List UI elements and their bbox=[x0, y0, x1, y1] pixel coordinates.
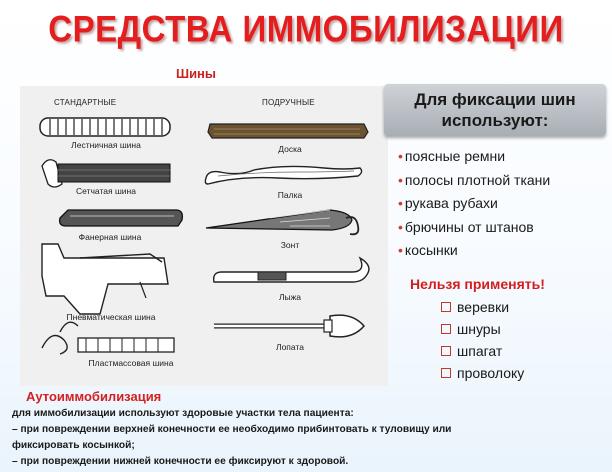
list-item: • полосы плотной ткани bbox=[398, 171, 551, 188]
forbidden-list bbox=[441, 296, 524, 384]
list-item: • рукава рубахи bbox=[398, 195, 498, 211]
shovel-drawing bbox=[214, 315, 364, 337]
list-item: шнуры bbox=[441, 318, 524, 340]
pneumatic-splint-label: Пневматическая шина bbox=[66, 312, 156, 322]
mesh-splint-drawing bbox=[42, 160, 170, 187]
splints-illustration bbox=[20, 86, 388, 386]
ski-label: Лыжа bbox=[278, 292, 302, 302]
list-item: • поясные ремни bbox=[398, 148, 506, 164]
slide-title: СРЕДСТВА ИММОБИЛИЗАЦИИ bbox=[48, 7, 564, 50]
text-line: – при повреждении верхней конечности ее необходимо прибинтовать к туловищу или bbox=[12, 424, 452, 435]
autoimmobilization-title: Аутоиммобилизация bbox=[26, 389, 162, 404]
bullet-icon: • bbox=[398, 171, 403, 188]
shovel-label: Лопата bbox=[276, 342, 304, 352]
forbidden-title: Нельзя применять! bbox=[410, 276, 545, 292]
checkbox-square-icon bbox=[441, 324, 451, 334]
plywood-splint-label: Фанерная шина bbox=[78, 232, 142, 242]
list-item: • брючины от штанов bbox=[398, 218, 534, 235]
ladder-splint-drawing bbox=[40, 118, 170, 136]
fixation-header-line1: Для фиксации шин bbox=[414, 90, 576, 109]
autoimmobilization-text bbox=[12, 406, 608, 470]
bullet-icon: • bbox=[398, 195, 403, 211]
stick-drawing bbox=[205, 166, 361, 184]
mesh-splint-label: Сетчатая шина bbox=[76, 186, 136, 196]
ladder-splint-label: Лестничная шина bbox=[71, 140, 141, 150]
list-item: • косынки bbox=[398, 242, 458, 258]
improvised-splints-header: ПОДРУЧНЫЕ bbox=[262, 98, 315, 107]
bullet-icon: • bbox=[398, 242, 403, 258]
stick-label: Палка bbox=[277, 190, 303, 200]
plastic-splint-drawing bbox=[42, 322, 174, 354]
text-line: – при повреждении нижней конечности ее фиксируют к здоровой. bbox=[12, 456, 349, 467]
fixation-list bbox=[398, 145, 598, 263]
text-line: для иммобилизации используют здоровые участки тела пациента: bbox=[12, 408, 354, 419]
splints-label: Шины bbox=[176, 66, 217, 81]
list-item: веревки bbox=[441, 296, 524, 318]
checkbox-square-icon bbox=[441, 368, 451, 378]
checkbox-square-icon bbox=[441, 346, 451, 356]
list-item: проволоку bbox=[441, 362, 524, 384]
board-drawing bbox=[208, 124, 368, 138]
list-item: шпагат bbox=[441, 340, 524, 362]
fixation-header bbox=[384, 84, 606, 136]
fixation-header-line2: используют: bbox=[441, 111, 549, 130]
board-label: Доска bbox=[278, 144, 302, 154]
plastic-splint-label: Пластмассовая шина bbox=[88, 358, 174, 368]
checkbox-square-icon bbox=[441, 302, 451, 312]
ski-drawing bbox=[214, 258, 369, 282]
umbrella-drawing bbox=[206, 210, 358, 234]
text-line: фиксировать косынкой; bbox=[12, 440, 135, 451]
pneumatic-splint-drawing bbox=[42, 244, 168, 314]
plywood-splint-drawing bbox=[60, 210, 183, 226]
standard-splints-header: СТАНДАРТНЫЕ bbox=[54, 98, 117, 107]
umbrella-label: Зонт bbox=[280, 240, 300, 250]
bullet-icon: • bbox=[398, 218, 403, 235]
bullet-icon: • bbox=[398, 148, 403, 164]
